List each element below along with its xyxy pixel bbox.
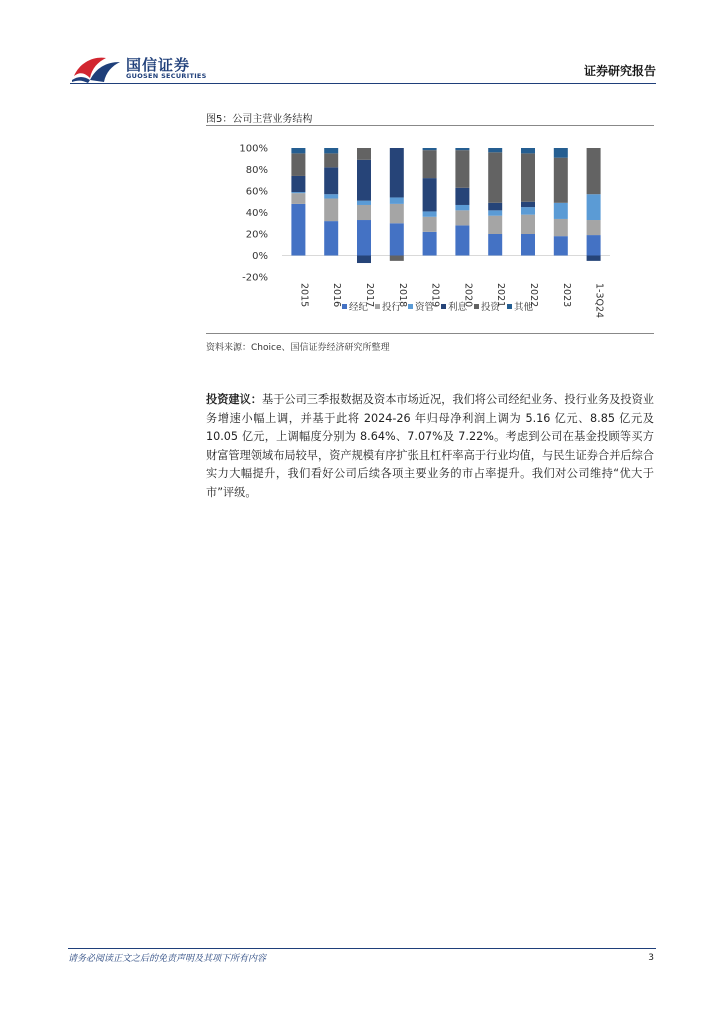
bar-segment-2022-其他 — [521, 148, 535, 153]
report-type-label: 证券研究报告 — [583, 64, 656, 78]
y-tick-label: 40% — [245, 208, 268, 219]
bar-segment-2020-资管 — [455, 205, 469, 210]
x-tick-label: 2018 — [396, 283, 408, 308]
x-tick-label: 2023 — [560, 283, 572, 308]
bar-segment-2018-投行 — [390, 204, 404, 223]
bar-segment-2020-经纪 — [455, 225, 469, 255]
bar-segment-1-3Q24-利息 — [587, 256, 601, 261]
investment-advice-paragraph — [206, 391, 654, 502]
bar-segment-2016-经纪 — [324, 221, 338, 255]
stacked-bar-chart-svg — [206, 130, 654, 330]
bar-segment-2021-经纪 — [488, 234, 502, 256]
guosen-logo — [70, 52, 210, 84]
bar-segment-2016-利息 — [324, 167, 338, 194]
bar-segment-1-3Q24-投资 — [587, 148, 601, 194]
bar-segment-2017-资管 — [357, 201, 371, 205]
bar-segment-1-3Q24-投行 — [587, 220, 601, 235]
logo-mark-icon — [70, 52, 124, 84]
bar-segment-2023-经纪 — [554, 236, 568, 255]
figure-bottom-rule — [206, 333, 654, 334]
bar-segment-2018-经纪 — [390, 223, 404, 255]
bar-segment-2015-投资 — [291, 153, 305, 176]
bar-negative-segment-2018 — [390, 256, 404, 261]
legend-swatch-投资 — [474, 304, 479, 309]
legend-label-资管: 资管 — [415, 302, 435, 313]
footer-divider — [68, 948, 656, 949]
bar-segment-2021-资管 — [488, 210, 502, 215]
header-divider — [70, 83, 656, 84]
bar-segment-2017-投行 — [357, 205, 371, 220]
x-tick-label: 2020 — [462, 283, 474, 308]
legend-swatch-利息 — [441, 304, 446, 309]
bar-segment-2020-投资 — [455, 150, 469, 188]
figure-source: 资料来源：Choice、国信证券经济研究所整理 — [206, 343, 390, 353]
paragraph-body: 基于公司三季报数据及资本市场近况，我们将公司经纪业务、投行业务及投资业务增速小幅上调，并基于此将 2024-26 年归母净利润上调为 5.16 亿元、8.85 亿元及 10.05 亿元，上调幅度分别为 8.64%、7.07%及 7.22%。考虑到公司在基金投顾等买方财富管理领域布局较早，资产规模有序扩张且杠杆率高于行业均值，与民生证券合并后综合实力大幅提升，我们看好公司后续各项主要业务的市占率提升。我们对公司维持“优大于市”评级。 — [206, 393, 654, 499]
x-tick-label: 1-3Q24 — [593, 283, 605, 319]
x-tick-label: 2019 — [429, 283, 441, 308]
y-tick-label: 80% — [245, 165, 268, 176]
legend-label-利息: 利息 — [448, 302, 468, 313]
bar-segment-2023-投资 — [554, 158, 568, 203]
bar-segment-2021-投行 — [488, 216, 502, 234]
x-tick-label: 2016 — [331, 283, 343, 308]
bar-segment-1-3Q24-经纪 — [587, 235, 601, 255]
y-tick-label: 20% — [245, 229, 268, 241]
legend-swatch-经纪 — [342, 304, 347, 309]
legend-label-经纪: 经纪 — [349, 302, 369, 313]
bar-segment-2015-其他 — [291, 148, 305, 153]
paragraph-lead: 投资建议： — [206, 393, 262, 406]
bar-segment-2022-利息 — [521, 202, 535, 207]
bar-segment-2019-其他 — [423, 148, 437, 150]
logo-chinese-text: 国信证券 — [126, 56, 191, 74]
bar-segment-2016-资管 — [324, 194, 338, 198]
bar-segment-2016-其他 — [324, 148, 338, 153]
legend-label-投行: 投行 — [382, 302, 402, 313]
y-tick-label: 60% — [245, 186, 268, 198]
bar-segment-2015-投行 — [291, 193, 305, 204]
bar-segment-2023-投行 — [554, 219, 568, 236]
legend-swatch-投行 — [375, 304, 380, 309]
bar-segment-2020-投行 — [455, 210, 469, 225]
bar-segment-2020-利息 — [455, 188, 469, 205]
bar-negative-segment-2017 — [357, 256, 371, 264]
x-tick-label: 2021 — [495, 283, 507, 308]
legend-swatch-其他 — [507, 304, 512, 309]
bar-segment-2022-经纪 — [521, 234, 535, 256]
bar-segment-2016-投行 — [324, 199, 338, 222]
legend-label-投资: 投资 — [481, 302, 501, 313]
bar-segment-2019-投资 — [423, 150, 437, 178]
x-tick-label: 2022 — [528, 283, 539, 308]
bar-segment-2022-资管 — [521, 207, 535, 215]
bar-segment-2018-资管 — [390, 197, 404, 203]
bar-segment-2017-投资 — [357, 148, 371, 160]
x-tick-label: 2015 — [298, 283, 310, 308]
bar-segment-2021-投资 — [488, 152, 502, 203]
bar-segment-2023-资管 — [554, 203, 568, 219]
bar-segment-2017-利息 — [357, 160, 371, 201]
bar-segment-2015-经纪 — [291, 204, 305, 256]
logo-english-text: GUOSEN SECURITIES — [126, 72, 207, 80]
bar-segment-2017-经纪 — [357, 220, 371, 255]
bar-segment-2019-利息 — [423, 178, 437, 211]
footer-disclaimer: 请务必阅读正文之后的免责声明及其项下所有内容 — [68, 954, 267, 964]
bar-segment-2019-经纪 — [423, 232, 437, 256]
figure-title: 图5：公司主营业务结构 — [206, 114, 313, 125]
bar-segment-2023-其他 — [554, 148, 568, 158]
bar-segment-2015-利息 — [291, 176, 305, 192]
figure-top-rule — [206, 125, 654, 126]
bar-segment-2021-利息 — [488, 203, 502, 211]
x-tick-label: 2017 — [364, 283, 375, 308]
bar-segment-2022-投资 — [521, 153, 535, 201]
bar-segment-2019-资管 — [423, 211, 437, 216]
page-header — [70, 50, 656, 84]
business-structure-chart — [206, 130, 654, 330]
legend-swatch-资管 — [408, 304, 413, 309]
bar-segment-2022-投行 — [521, 215, 535, 234]
bar-segment-2016-投资 — [324, 153, 338, 167]
y-tick-label: 0% — [252, 251, 268, 262]
bar-segment-2015-资管 — [291, 192, 305, 193]
bar-segment-2019-投行 — [423, 217, 437, 232]
bar-segment-2021-其他 — [488, 148, 502, 152]
y-tick-label: 100% — [239, 143, 268, 155]
y-tick-label: -20% — [242, 272, 268, 284]
bar-segment-1-3Q24-资管 — [587, 194, 601, 220]
bar-segment-2018-利息 — [390, 148, 404, 197]
legend-label-其他: 其他 — [514, 302, 534, 313]
bar-segment-2020-其他 — [455, 148, 469, 150]
page-number: 3 — [648, 953, 654, 963]
